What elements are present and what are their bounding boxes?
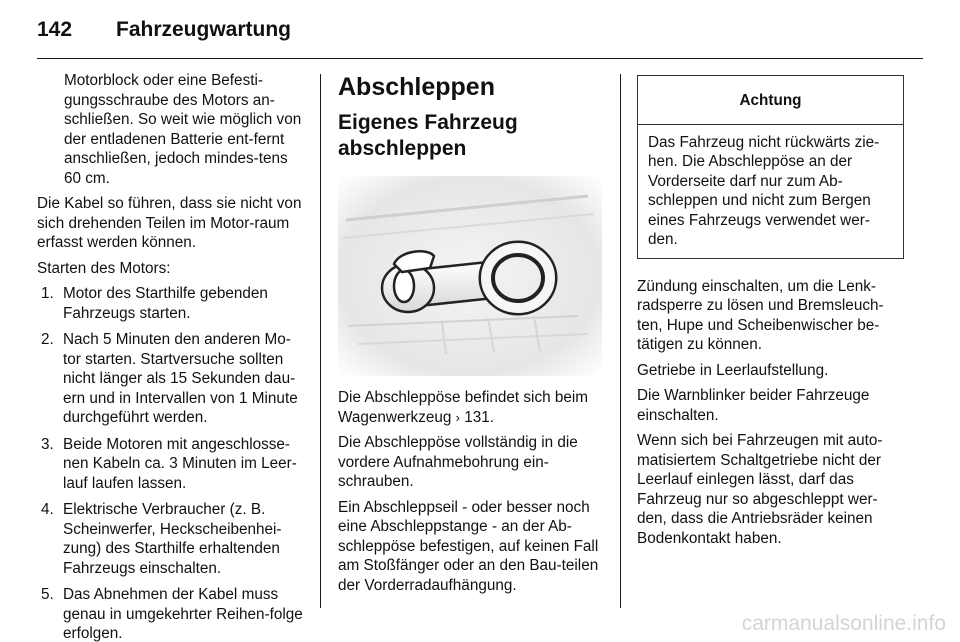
page-title: Fahrzeugwartung bbox=[116, 18, 292, 41]
column-2 bbox=[338, 71, 606, 601]
watermark: carmanualsonline.info bbox=[741, 612, 946, 635]
list-item bbox=[37, 284, 305, 323]
list-item-number: 3. bbox=[41, 435, 54, 453]
list-item-text: Nach 5 Minuten den anderen Mo-tor starten. Startversuche sollten nicht länger als 15 Sekunden dau-ern und in Intervallen von 1 Minute durchgeführt werden. bbox=[63, 331, 298, 426]
list-item-number: 4. bbox=[41, 501, 54, 518]
list-item bbox=[37, 435, 305, 494]
warning-title: Achtung bbox=[638, 76, 903, 125]
list-item-text: Elektrische Verbraucher (z. B. Scheinwerfer, Heckscheibenhei-zung) des Starthilfe erhaltenden Fahrzeugs einschalten. bbox=[63, 501, 282, 577]
start-intro: Starten des Motors: bbox=[37, 259, 171, 277]
section-subheading: Eigenes Fahrzeug abschleppen bbox=[338, 111, 518, 160]
page-reference-icon: › bbox=[455, 409, 460, 425]
list-item bbox=[37, 500, 305, 578]
automated-gearbox-paragraph: Wenn sich bei Fahrzeugen mit auto-matisiertem Schaltgetriebe nicht der Leerlauf einlegen lässt, darf das Fahrzeug nur so abgeschleppt wer-den, dass die Antriebsräder keinen Bodenkontakt haben. bbox=[637, 432, 883, 547]
list-item-number: 2. bbox=[41, 331, 54, 348]
list-item-number: 5. bbox=[41, 586, 54, 603]
hazard-lights-paragraph: Die Warnblinker beider Fahrzeuge einschalten. bbox=[637, 387, 870, 424]
towing-eye-drawing bbox=[338, 176, 602, 376]
page-number: 142 bbox=[37, 18, 73, 41]
list-item-text: Motor des Starthilfe gebenden Fahrzeugs starten. bbox=[63, 285, 268, 322]
towing-eye-illustration bbox=[338, 176, 602, 376]
ignition-paragraph: Zündung einschalten, um die Lenk-radsperre zu lösen und Bremsleuch-ten, Hupe und Scheibenwischer be-tätigen zu können. bbox=[637, 277, 884, 353]
list-item bbox=[37, 330, 305, 428]
screw-in-paragraph: Die Abschleppöse vollständig in die vordere Aufnahmebohrung ein-schrauben. bbox=[338, 434, 578, 490]
column-1 bbox=[37, 71, 305, 642]
list-item-number: 1. bbox=[41, 285, 54, 302]
continuation-paragraph: Motorblock oder eine Befesti-gungsschraube des Motors an-schließen. So weit wie möglich von der entladenen Batterie ent-fernt anschließen, jedoch mindes-tens 60 cm. bbox=[64, 72, 302, 187]
towing-eye-location bbox=[338, 388, 606, 427]
column-divider-left bbox=[320, 74, 321, 608]
page-reference-number: 131. bbox=[464, 408, 494, 426]
warning-text: Das Fahrzeug nicht rückwärts zie-hen. Die Abschleppöse an der Vorderseite darf nur zum Ab-schleppen und nicht zum Bergen eines Fahrzeugs verwendet wer-den. bbox=[648, 133, 880, 248]
neutral-paragraph: Getriebe in Leerlaufstellung. bbox=[637, 361, 829, 379]
page-header bbox=[37, 18, 923, 56]
section-heading: Abschleppen bbox=[338, 73, 495, 101]
warning-box bbox=[637, 75, 904, 259]
tow-rope-paragraph: Ein Abschleppseil - oder besser noch eine Abschleppstange - an der Ab-schleppöse befestigen, auf keinen Fall am Stoßfänger oder an den Bau-teilen der Vorderradaufhängung. bbox=[338, 498, 599, 594]
column-divider-right bbox=[620, 74, 621, 608]
towing-eye-location-text: Die Abschleppöse befindet sich beim Wagenwerkzeug bbox=[338, 389, 589, 426]
cable-routing-paragraph: Die Kabel so führen, dass sie nicht von sich drehenden Teilen im Motor-raum erfasst werden können. bbox=[37, 195, 302, 251]
column-3 bbox=[637, 71, 904, 554]
header-rule bbox=[37, 58, 923, 59]
list-item-text: Das Abnehmen der Kabel muss genau in umgekehrter Reihen-folge erfolgen. bbox=[63, 586, 303, 642]
list-item bbox=[37, 585, 305, 642]
list-item-text: Beide Motoren mit angeschlosse-nen Kabeln ca. 3 Minuten im Leer-lauf laufen lassen. bbox=[63, 435, 297, 492]
